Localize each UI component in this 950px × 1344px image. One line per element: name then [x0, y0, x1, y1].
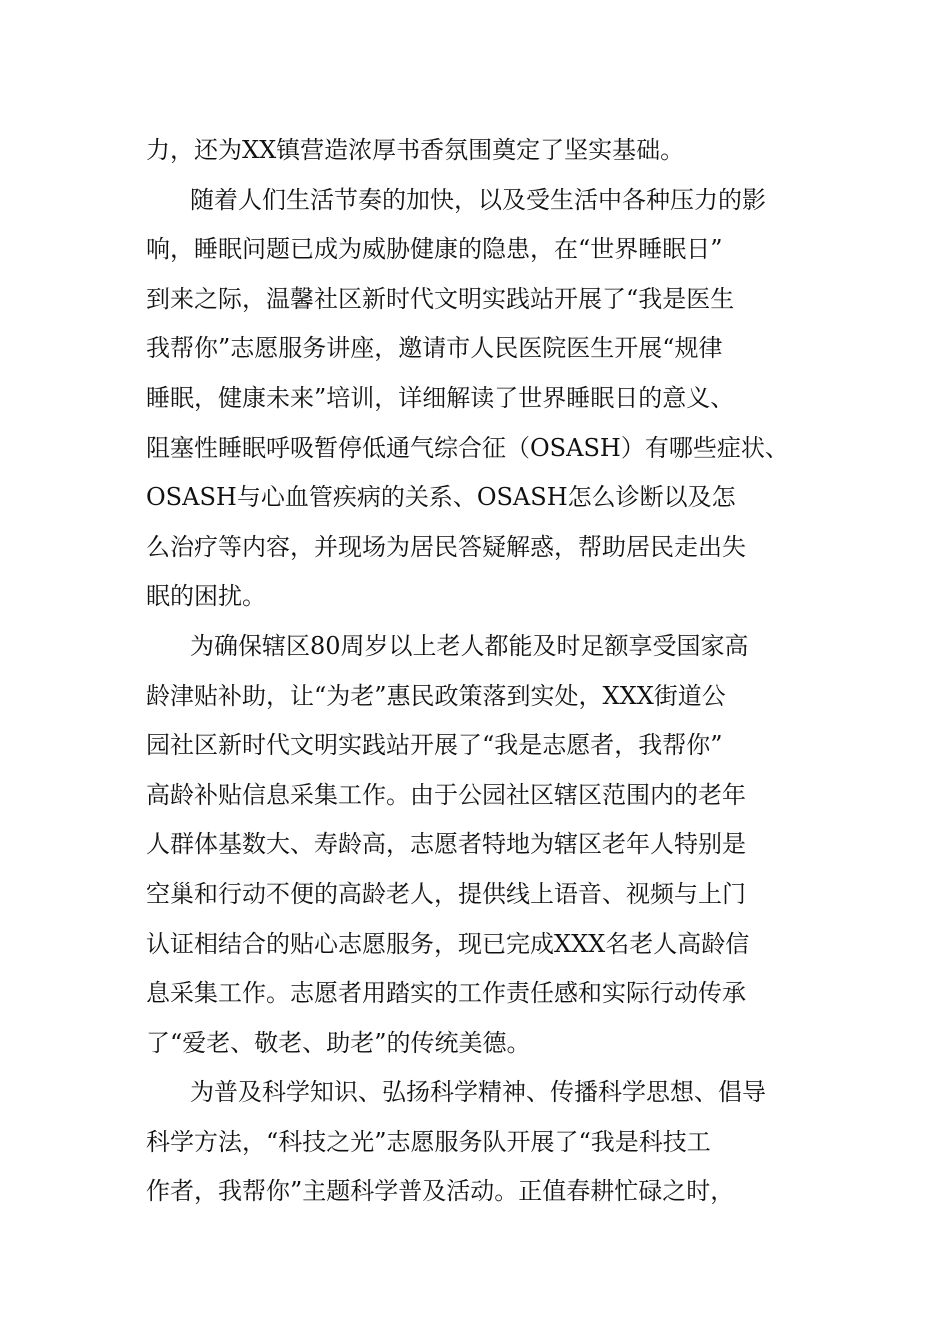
text-line: 为确保辖区80周岁以上老人都能及时足额享受国家高 [190, 631, 749, 660]
text-line: 眠的困扰。 [146, 582, 266, 611]
text-line: 高龄补贴信息采集工作。由于公园社区辖区范围内的老年 [146, 780, 746, 809]
text-line: 了“爱老、敬老、助老”的传统美德。 [146, 1028, 531, 1057]
body-text [146, 126, 836, 1217]
text-line: 人群体基数大、寿龄高，志愿者特地为辖区老年人特别是 [146, 830, 746, 859]
text-line: 龄津贴补助，让“为老”惠民政策落到实处，XXX街道公 [146, 681, 726, 710]
text-line: 随着人们生活节奏的加快，以及受生活中各种压力的影 [190, 185, 766, 214]
text-line: OSASH与心血管疾病的关系、OSASH怎么诊断以及怎 [146, 483, 736, 512]
text-line: 认证相结合的贴心志愿服务，现已完成XXX名老人高龄信 [146, 929, 750, 958]
text-line: 响，睡眠问题已成为威胁健康的隐患，在“世界睡眠日” [146, 235, 723, 264]
text-line: 科学方法，“科技之光”志愿服务队开展了“我是科技工 [146, 1127, 711, 1156]
text-line: 力，还为XX镇营造浓厚书香氛围奠定了坚实基础。 [146, 136, 685, 164]
text-line: 我帮你”志愿服务讲座，邀请市人民医院医生开展“规律 [146, 334, 723, 363]
text-line: 睡眠，健康未来”培训，详细解读了世界睡眠日的意义、 [146, 383, 735, 412]
text-line: 作者，我帮你”主题科学普及活动。正值春耕忙碌之时， [146, 1177, 735, 1206]
text-line: 息采集工作。志愿者用踏实的工作责任感和实际行动传承 [146, 979, 746, 1008]
text-line: 园社区新时代文明实践站开展了“我是志愿者，我帮你” [146, 731, 723, 760]
text-line: 空巢和行动不便的高龄老人，提供线上语音、视频与上门 [146, 879, 746, 908]
text-line: 阻塞性睡眠呼吸暂停低通气综合征（OSASH）有哪些症状、 [146, 433, 789, 462]
text-line: 为普及科学知识、弘扬科学精神、传播科学思想、倡导 [190, 1078, 766, 1107]
text-line: 么治疗等内容，并现场为居民答疑解惑，帮助居民走出失 [146, 532, 746, 561]
text-line: 到来之际，温馨社区新时代文明实践站开展了“我是医生 [146, 284, 735, 313]
